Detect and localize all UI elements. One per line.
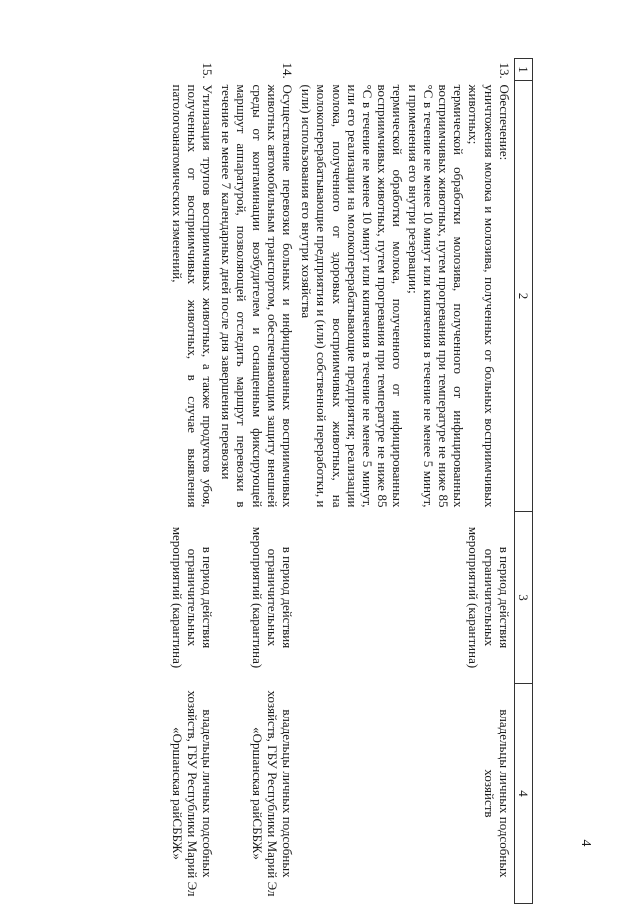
- row-term: в период действия ограничительных мероприятий (карантина): [169, 526, 215, 669]
- measures-table: [167, 58, 533, 904]
- table-header-row: [514, 59, 532, 904]
- page-number: 4: [578, 839, 593, 847]
- row-number: 15.: [199, 62, 215, 79]
- row-number: 14.: [279, 62, 295, 79]
- description-paragraph: термической обработки молозива, полученного от инфицированных восприимчивых животных, путем прогревания при температуре не ниже 85 °С в течение не менее 10 минут или кипячения в течение не менее 5 минут, и применения его внутри резервации;: [405, 84, 467, 508]
- description-paragraph: термической обработки молока, полученного от инфицированных восприимчивых животных, путем прогревания при температуре не ниже 85 °С в течение не менее 10 минут или кипячения в течение не менее 5 минут, или его реализации на молокоперерабатывающие предприятия; реализации молока, полученного от здоровых восприимчивых животных, на молокоперерабатывающие предприятия и (или) собственной переработки, и (или) использования его внутри хозяйства: [299, 84, 406, 508]
- table-row: [167, 59, 217, 904]
- description-paragraph: Осуществление перевозки больных и инфицированных восприимчивых животных автомобильным транспортом, обеспечивающим защиту внешней среды от контаминации возбудителем и оснащенным фиксирующей маршрут аппаратурой, позволяющей отследить маршрут перевозки в течение не менее 7 календарных дней после дня завершения перевозки: [219, 84, 295, 508]
- row-term: в период действия ограничительных мероприятий (карантина): [466, 526, 512, 669]
- rotated-page-content: [0, 58, 533, 903]
- column-header-term: 3: [514, 512, 532, 684]
- row-number: 13.: [496, 62, 512, 79]
- row-description: [217, 81, 297, 512]
- row-description: [297, 81, 514, 512]
- row-responsible: владельцы личных подсобных хозяйств: [481, 709, 512, 878]
- table-row: [297, 59, 514, 904]
- column-header-number: 1: [514, 59, 532, 81]
- row-responsible: владельцы личных подсобных хозяйств, ГБУ Республики Марий Эл «Оршанская райСББЖ»: [249, 690, 295, 897]
- column-header-description: 2: [514, 81, 532, 512]
- table-row: [217, 59, 297, 904]
- column-header-responsible: 4: [514, 684, 532, 904]
- row-description: [167, 81, 217, 512]
- description-paragraph: Обеспечение:: [496, 84, 512, 161]
- row-responsible: владельцы личных подсобных хозяйств, ГБУ Республики Марий Эл «Оршанская райСББЖ»: [169, 690, 215, 897]
- row-term: в период действия ограничительных мероприятий (карантина): [249, 526, 295, 669]
- description-paragraph: уничтожения молока и молозива, полученных от больных восприимчивых животных;: [466, 84, 497, 508]
- description-paragraph: Утилизация трупов восприимчивых животных, а также продуктов убоя, полученных от восприимчивых животных, в случае выявления патологоанатомических изменений,: [169, 84, 215, 508]
